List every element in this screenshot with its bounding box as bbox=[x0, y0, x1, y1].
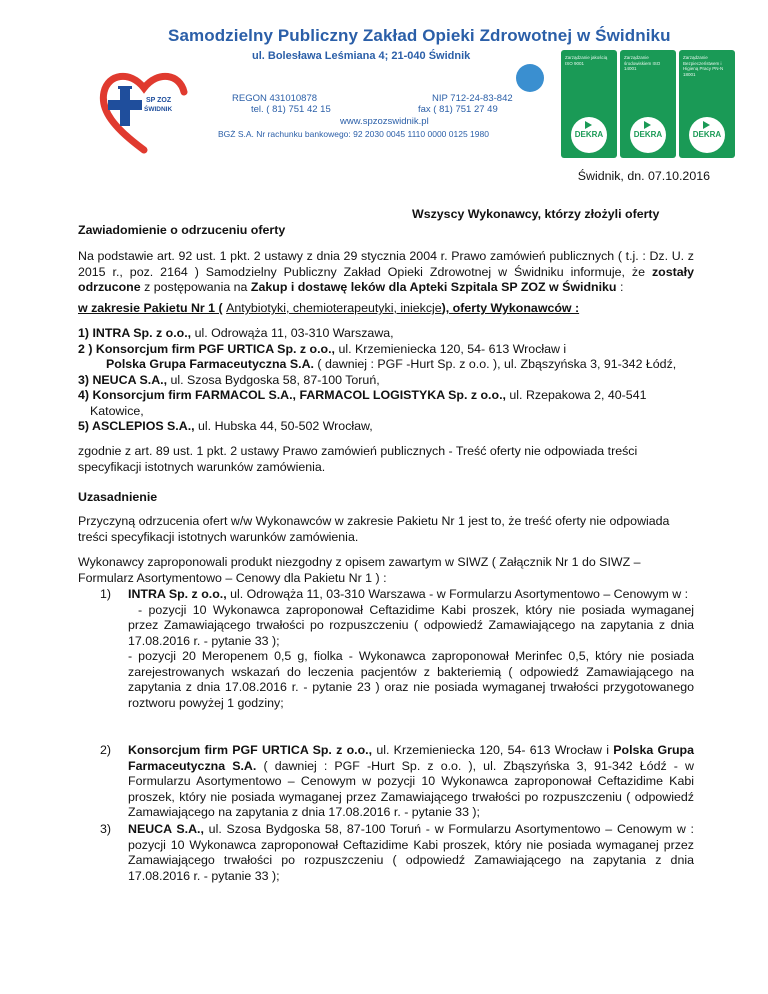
regon: REGON 431010878 bbox=[232, 93, 318, 104]
website-link[interactable]: www.spzozswidnik.pl bbox=[340, 116, 429, 127]
list-item: 4) Konsorcjum firm FARMACOL S.A., FARMACOL LOGISTYKA Sp. z o.o., ul. Rzepakowa 2, 40-541 bbox=[78, 388, 647, 402]
list-item: Katowice, bbox=[90, 403, 144, 418]
institution-logo bbox=[94, 58, 194, 158]
institution-address: ul. Bolesława Leśmiana 4; 21-040 Świdnik bbox=[252, 50, 471, 62]
list-item: 1) INTRA Sp. z o.o., ul. Odrowąża 11, 03-310 Warszawa, bbox=[78, 326, 394, 340]
certificate-label: DEKRA bbox=[633, 130, 663, 139]
intro-bold: zostały odrzucone bbox=[78, 264, 694, 294]
item-number: 2) bbox=[100, 743, 112, 757]
scope-text: ), oferty Wykonawców : bbox=[441, 301, 580, 315]
play-icon bbox=[703, 121, 710, 129]
offers-list bbox=[78, 326, 698, 435]
scope-text: w zakresie Pakietu Nr 1 ( bbox=[78, 301, 223, 315]
item-number: 1) bbox=[100, 587, 112, 601]
unicef-logo-icon bbox=[516, 64, 544, 92]
bank-account: BGŻ S.A. Nr rachunku bankowego: 92 2030 0045 1110 0000 0125 1980 bbox=[218, 129, 489, 139]
document-date: Świdnik, dn. 07.10.2016 bbox=[577, 169, 710, 183]
list-item: 3) NEUCA S.A., ul. Szosa Bydgoska 58, 87-100 Toruń, bbox=[78, 372, 380, 387]
certificate-text: Zarządzanie Bezpieczeństwem i Higieną Pracy PN-N 18001 bbox=[683, 55, 724, 77]
justification-heading: Uzasadnienie bbox=[78, 490, 158, 504]
certificate-badge-pn18001 bbox=[679, 50, 735, 158]
play-icon bbox=[644, 121, 651, 129]
rejection-item-2: Konsorcjum firm PGF URTICA Sp. z o.o., ul. Krzemieniecka 120, 54- 613 Wrocław i Polska Grupa Farmaceutyczna S.A. ( dawniej : PGF -Hurt Sp. z o.o. ), ul. Zbąszyńska 3, 91-342 Łódź - w Formularzu Asortymentowo – Cenowym w pozycji 10 Wykonawca zaproponował Ceftazidime Kabi proszek, który nie posiada wymaganej przez Zamawiającego trwałości po rozpuszczeniu ( odpowiedź Zamawiającego na zapytania z dnia 17.08.2016 r. - pytanie 33 ); bbox=[128, 743, 694, 819]
legal-basis: zgodnie z art. 89 ust. 1 pkt. 2 ustawy Prawo zamówień publicznych - Treść oferty nie odpowiada treści specyfikacji istotnych warunków zamówienia. bbox=[78, 444, 638, 474]
document-subject: Zawiadomienie o odrzuceniu oferty bbox=[78, 223, 286, 237]
certificate-badge-iso14001 bbox=[620, 50, 676, 158]
list-item: 5) ASCLEPIOS S.A., ul. Hubska 44, 50-502 Wrocław, bbox=[78, 419, 373, 433]
certificate-label: DEKRA bbox=[574, 130, 604, 139]
intro-end: : bbox=[619, 280, 624, 294]
scope-category: Antybiotyki, chemioterapeutyki, iniekcje bbox=[226, 301, 442, 315]
package-scope bbox=[78, 301, 579, 317]
intro-text: z postępowania na bbox=[144, 280, 248, 294]
logo-text-2: ŚWIDNIK bbox=[144, 106, 173, 113]
justification-text: Przyczyną odrzucenia ofert w/w Wykonawców w zakresie Pakietu Nr 1 jest to, że treść oferty nie odpowiada treści specyfikacji istotnych warunków zamówienia. bbox=[78, 514, 670, 544]
certificate-text: Zarządzanie jakością ISO 9001 bbox=[565, 55, 608, 66]
play-icon bbox=[585, 121, 592, 129]
intro-text: Na podstawie art. 92 ust. 1 pkt. 2 ustawy z dnia 29 stycznia 2004 r. Prawo zamówień publicznych ( t.j. : Dz. U. z 2015 r., poz. 2164 ) Samodzielny Publiczny Zakład Opieki Zdrowotnej w Świdniku informuje, że bbox=[78, 249, 694, 279]
rejection-item-1: INTRA Sp. z o.o., ul. Odrowąża 11, 03-310 Warszawa - w Formularzu Asortymentowo – Cenowym w : - pozycji 10 Wykonawca zaproponował Ceftazidime Kabi proszek, który nie posiada wymaganej przez Zamawiającego trwałości po rozpuszczeniu ( odpowiedź Zamawiającego na zapytania z dnia 17.08.2016 r. - pytanie 33 ); - pozycji 20 Meropenem 0,5 g, fiolka - Wykonawca zaproponował Merinfec 0,5, który nie posiada zarejestrowanych wskazań do leczenia pacjentów z bakteriemią ( odpowiedź Zamawiającego na zapytania z dnia 17.08.2016 r. - pytanie 23 ) oraz nie posiada wymaganej trwałości przygotowanego roztworu powyżej 1 godziny; bbox=[128, 587, 694, 710]
phone: tel. ( 81) 751 42 15 bbox=[251, 104, 331, 115]
logo-text-1: SP ZOZ bbox=[146, 97, 172, 104]
certificate-badge-iso9001 bbox=[561, 50, 617, 158]
fax: fax ( 81) 751 27 49 bbox=[418, 104, 498, 115]
certificate-text: Zarządzanie środowiskiem ISO 14001 bbox=[624, 55, 661, 71]
addressee: Wszyscy Wykonawcy, którzy złożyli oferty bbox=[412, 207, 660, 221]
rejection-item-3: NEUCA S.A., ul. Szosa Bydgoska 58, 87-100 Toruń - w Formularzu Asortymentowo – Cenowym w : pozycji 10 Wykonawca zaproponował Ceftazidime Kabi proszek, który nie posiada wymaganej przez Zamawiającego trwałości po rozpuszczeniu ( odpowiedź Zamawiającego na zapytania z dnia 17.08.2016 r. - pytanie 33 ); bbox=[128, 822, 694, 883]
institution-title: Samodzielny Publiczny Zakład Opieki Zdrowotnej w Świdniku bbox=[168, 26, 671, 45]
list-item: Polska Grupa Farmaceutyczna S.A. ( dawniej : PGF -Hurt Sp. z o.o. ), ul. Zbąszyńska 3, 91-342 Łódź, bbox=[106, 357, 677, 371]
item-number: 3) bbox=[100, 822, 112, 836]
intro-paragraph bbox=[78, 249, 694, 296]
nip: NIP 712-24-83-842 bbox=[432, 93, 513, 104]
contractors-intro: Wykonawcy zaproponowali produkt niezgodny z opisem zawartym w SIWZ ( Załącznik Nr 1 do SIWZ – Formularz Asortymentowo – Cenowy dla Pakietu Nr 1 ) : bbox=[78, 555, 641, 585]
certificate-label: DEKRA bbox=[692, 130, 722, 139]
procurement-title: Zakup i dostawę leków dla Apteki Szpitala SP ZOZ w Świdniku bbox=[250, 280, 617, 294]
list-item: 2 ) Konsorcjum firm PGF URTICA Sp. z o.o., ul. Krzemieniecka 120, 54- 613 Wrocław i bbox=[78, 341, 567, 356]
